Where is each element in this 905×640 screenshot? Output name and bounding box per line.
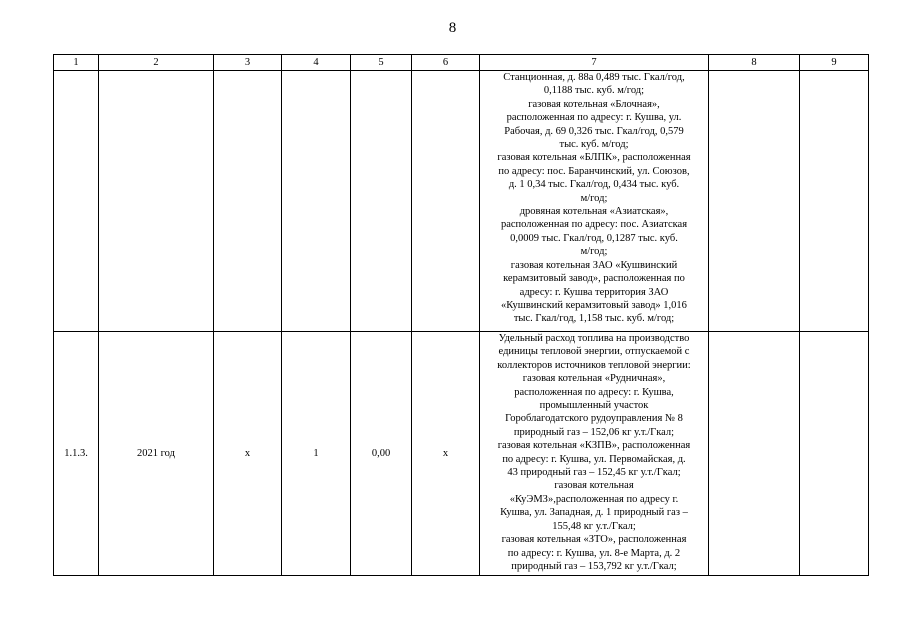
header-cell-7: 7: [480, 55, 709, 71]
header-cell-6: 6: [412, 55, 480, 71]
cell-col9: [800, 71, 869, 332]
header-cell-3: 3: [214, 55, 282, 71]
cell-col4: 1: [282, 332, 351, 576]
period-cell: 2021 год: [99, 332, 214, 576]
cell-col9: [800, 332, 869, 576]
row-number-cell: [54, 71, 99, 332]
cell-col5: 0,00: [351, 332, 412, 576]
cell-col6: x: [412, 332, 480, 576]
period-cell: [99, 71, 214, 332]
cell-col5: [351, 71, 412, 332]
header-cell-1: 1: [54, 55, 99, 71]
description-cell: Удельный расход топлива на производство единицы тепловой энергии, отпускаемой с коллекторов источников тепловой энергии: газовая котельная «Рудничная», расположенная по адресу: г. Кушва, промышленный участок Гороблагодатского рудоуправления № 8 природный газ – 152,06 кг у.т./Гкал; газовая котельная «КЗПВ», расположенная по адресу: г. Кушва, ул. Первомайская, д. 43 природный газ – 152,45 кг у.т./Гкал; газовая котельная «КуЭМЗ»,расположенная по адресу г. Кушва, ул. Западная, д. 1 природный газ – 155,48 кг у.т./Гкал; газовая котельная «ЗТО», расположенная по адресу: г. Кушва, ул. 8-е Марта, д. 2 природный газ – 153,792 кг у.т./Гкал;: [480, 332, 709, 576]
header-cell-2: 2: [99, 55, 214, 71]
header-row: [54, 55, 869, 71]
cell-col6: [412, 71, 480, 332]
table-row: [54, 71, 869, 332]
header-cell-9: 9: [800, 55, 869, 71]
cell-col4: [282, 71, 351, 332]
header-cell-8: 8: [709, 55, 800, 71]
cell-col8: [709, 332, 800, 576]
table-row: [54, 332, 869, 576]
header-cell-5: 5: [351, 55, 412, 71]
data-table: [53, 54, 869, 576]
cell-col8: [709, 71, 800, 332]
header-cell-4: 4: [282, 55, 351, 71]
page-number: 8: [448, 20, 457, 36]
cell-col3: x: [214, 332, 282, 576]
cell-col3: [214, 71, 282, 332]
description-cell: Станционная, д. 88а 0,489 тыс. Гкал/год, 0,1188 тыс. куб. м/год; газовая котельная «Блочная», расположенная по адресу: г. Кушва, ул. Рабочая, д. 69 0,326 тыс. Гкал/год, 0,579 тыс. куб. м/год; газовая котельная «БЛПК», расположенная по адресу: пос. Баранчинский, ул. Союзов, д. 1 0,34 тыс. Гкал/год, 0,434 тыс. куб. м/год; дровяная котельная «Азиатская», расположенная по адресу: пос. Азиатская 0,0009 тыс. Гкал/год, 0,1287 тыс. куб. м/год; газовая котельная ЗАО «Кушвинский керамзитовый завод», расположенная по адресу: г. Кушва территория ЗАО «Кушвинский керамзитовый завод» 1,016 тыс. Гкал/год, 1,158 тыс. куб. м/год;: [480, 71, 709, 332]
row-number-cell: 1.1.3.: [54, 332, 99, 576]
